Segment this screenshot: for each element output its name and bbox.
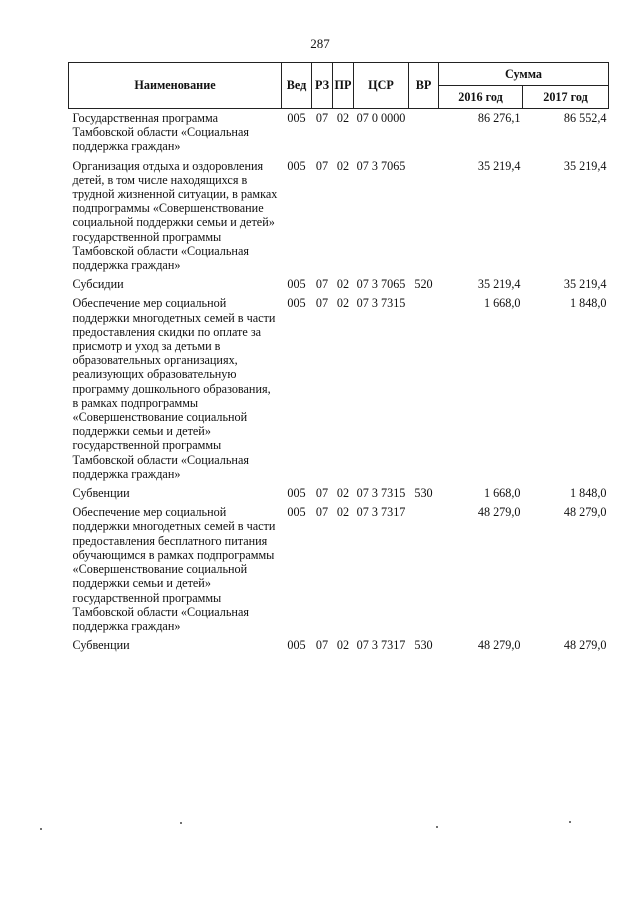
row-sum-2016: 35 219,4	[477, 158, 521, 173]
row-vr: 520	[414, 277, 433, 292]
table-row	[69, 156, 609, 275]
scan-speck	[40, 828, 42, 830]
table-row	[69, 502, 609, 635]
row-pr: 02	[336, 296, 350, 311]
row-rz: 07	[315, 158, 329, 173]
row-sum-2017: 1 848,0	[569, 486, 607, 501]
table-row	[69, 109, 609, 156]
row-sum-2016: 48 279,0	[477, 638, 521, 653]
row-sum-2016: 35 219,4	[477, 277, 521, 292]
row-sum-2017: 35 219,4	[563, 158, 607, 173]
row-ved: 005	[287, 277, 306, 292]
row-sum-2016: 86 276,1	[477, 111, 521, 125]
header-csr: ЦСР	[354, 63, 409, 109]
row-sum-2016: 1 668,0	[483, 296, 521, 311]
row-vr: 530	[414, 486, 433, 501]
row-vr	[409, 293, 439, 483]
row-pr: 02	[336, 277, 350, 292]
row-csr: 07 3 7065	[356, 158, 406, 173]
row-rz: 07	[315, 111, 329, 125]
row-ved: 005	[287, 158, 306, 173]
table-row	[69, 274, 609, 293]
row-csr: 07 3 7315	[356, 486, 406, 501]
row-rz: 07	[315, 486, 329, 501]
row-name: Государственная программа Тамбовской области «Социальная поддержка граждан»	[72, 111, 249, 154]
row-sum-2017: 48 279,0	[563, 638, 607, 653]
row-rz: 07	[315, 277, 329, 292]
row-name: Субвенции	[72, 486, 130, 501]
row-vr	[409, 109, 439, 156]
row-pr: 02	[336, 111, 350, 125]
header-pr: ПР	[333, 63, 354, 109]
row-sum-2017: 86 552,4	[563, 111, 607, 125]
header-vr: ВР	[409, 63, 439, 109]
table-row	[69, 483, 609, 502]
row-pr: 02	[336, 505, 350, 520]
row-ved: 005	[287, 296, 306, 311]
row-name: Субвенции	[72, 638, 130, 653]
table-header	[69, 63, 609, 109]
table-row	[69, 635, 609, 654]
budget-table	[68, 62, 609, 654]
header-sum: Сумма	[439, 63, 609, 86]
table-body	[69, 109, 609, 655]
row-csr: 07 3 7065	[356, 277, 406, 292]
row-vr	[409, 156, 439, 275]
table-row	[69, 293, 609, 483]
row-sum-2017: 1 848,0	[569, 296, 607, 311]
row-sum-2017: 35 219,4	[563, 277, 607, 292]
page-number: 287	[310, 36, 330, 51]
row-name: Субсидии	[72, 277, 124, 292]
row-sum-2016: 48 279,0	[477, 505, 521, 520]
row-sum-2017: 48 279,0	[563, 505, 607, 520]
row-csr: 07 3 7317	[356, 505, 406, 520]
row-rz: 07	[315, 505, 329, 520]
row-name: Организация отдыха и оздоровления детей, в том числе находящихся в трудной жизненной ситуации, в рамках подпрограммы «Совершенствование социальной поддержки семьи и детей» государственной программы Тамбовской области «Социальная поддержка граждан»	[72, 158, 278, 273]
header-year-2017: 2017 год	[523, 86, 609, 109]
row-pr: 02	[336, 486, 350, 501]
row-vr	[409, 502, 439, 635]
header-year-2016: 2016 год	[439, 86, 523, 109]
row-pr: 02	[336, 638, 350, 653]
header-ved: Вед	[282, 63, 312, 109]
row-rz: 07	[315, 638, 329, 653]
row-ved: 005	[287, 486, 306, 501]
row-name: Обеспечение мер социальной поддержки многодетных семей в части предоставления бесплатного питания обучающимся в рамках подпрограммы «Совершенствование социальной поддержки семьи и детей» государственной программы Тамбовской области «Социальная поддержка граждан»	[72, 505, 276, 633]
row-ved: 005	[287, 638, 306, 653]
row-rz: 07	[315, 296, 329, 311]
row-csr: 07 0 0000	[356, 111, 406, 125]
header-rz: РЗ	[312, 63, 333, 109]
scan-speck	[569, 821, 571, 823]
row-pr: 02	[336, 158, 350, 173]
row-csr: 07 3 7317	[356, 638, 406, 653]
row-ved: 005	[287, 111, 306, 125]
row-ved: 005	[287, 505, 306, 520]
row-name: Обеспечение мер социальной поддержки многодетных семей в части предоставления скидки по оплате за присмотр и уход за детьми в образовательных организациях, реализующих образовательную программу дошкольного образования, в рамках подпрограммы «Совершенствование социальной поддержки семьи и детей» государственной программы Тамбовской области «Социальная поддержка граждан»	[72, 296, 276, 481]
row-vr: 530	[414, 638, 433, 653]
scan-speck	[180, 822, 182, 824]
row-sum-2016: 1 668,0	[483, 486, 521, 501]
scan-speck	[436, 826, 438, 828]
row-csr: 07 3 7315	[356, 296, 406, 311]
header-name: Наименование	[69, 63, 282, 109]
